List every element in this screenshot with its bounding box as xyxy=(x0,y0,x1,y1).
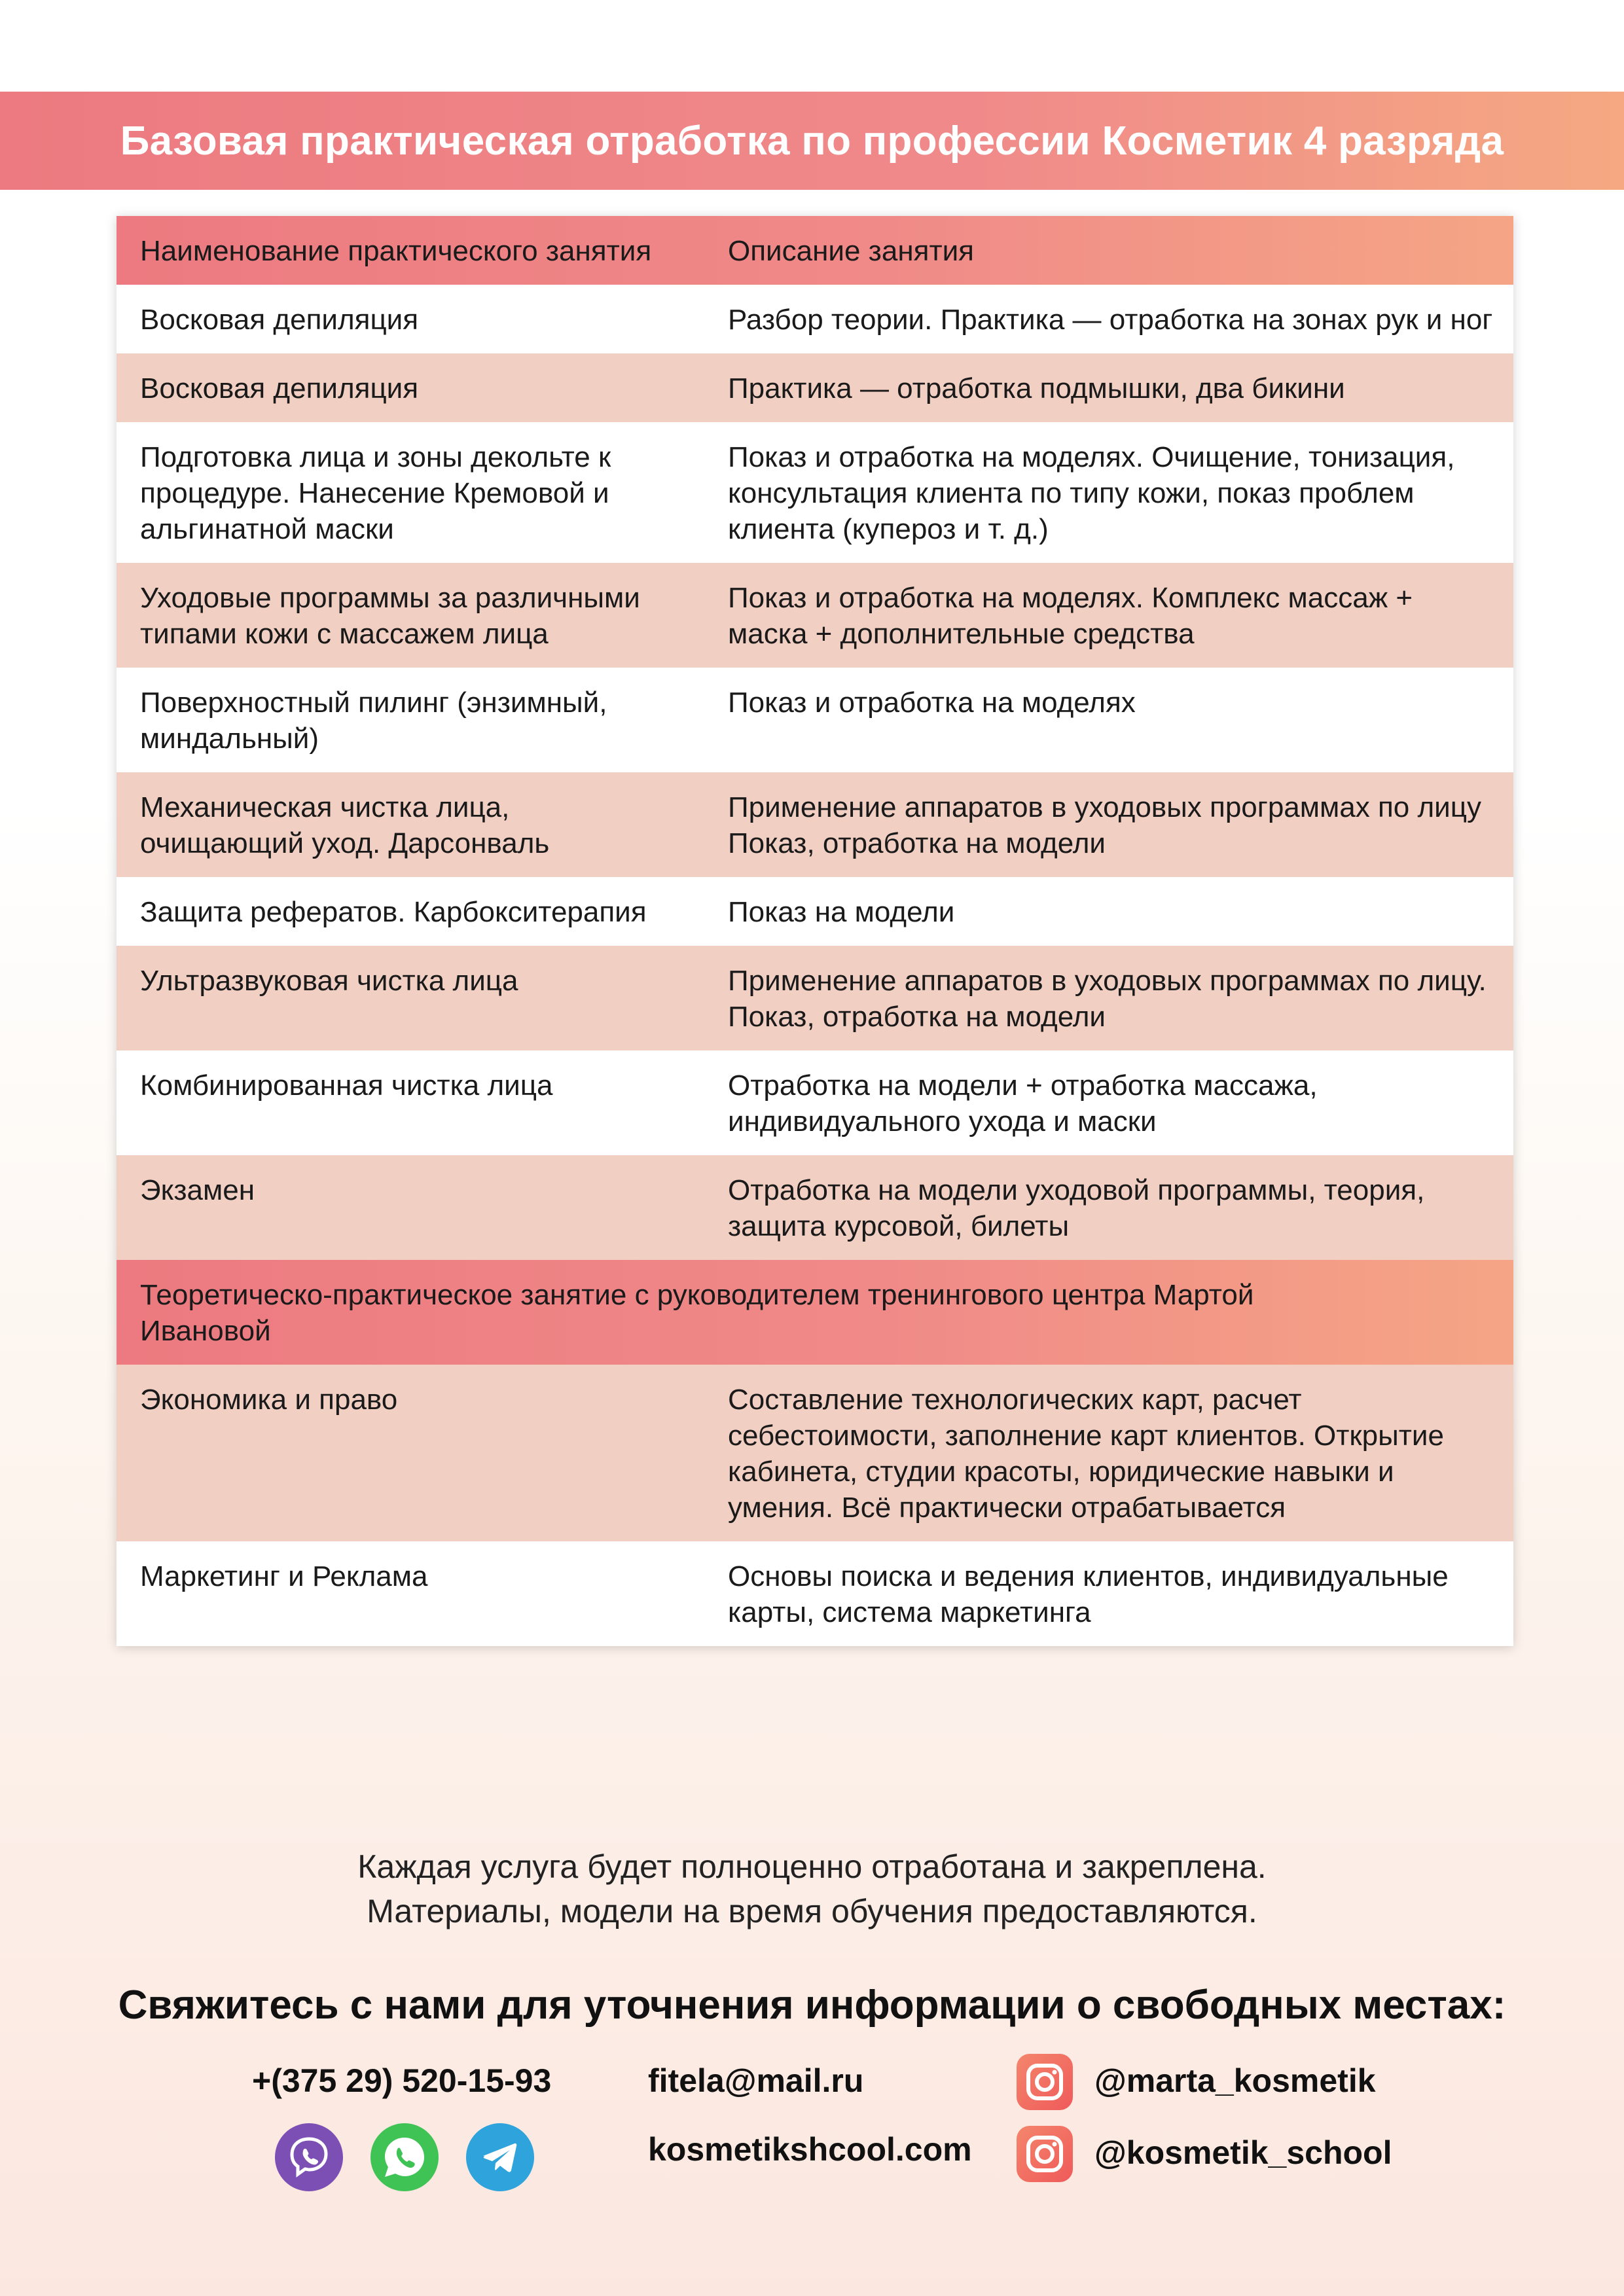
description-line: Практика — отработка подмышки, два бикини xyxy=(728,372,1345,404)
table-row xyxy=(117,422,1513,563)
session-description-cell xyxy=(704,1050,1513,1155)
session-description-cell xyxy=(704,1155,1513,1260)
description-line: Отработка на модели уходовой программы, теория, защита курсовой, билеты xyxy=(728,1174,1425,1242)
session-description-cell xyxy=(704,946,1513,1050)
session-name-cell: Механическая чистка лица, очищающий уход. Дарсонваль xyxy=(140,791,550,859)
table-row xyxy=(117,563,1513,668)
note-line-2: Материалы, модели на время обучения предоставляются. xyxy=(367,1893,1257,1929)
note-line-1: Каждая услуга будет полноценно отработана и закреплена. xyxy=(357,1848,1267,1885)
session-description-cell xyxy=(704,353,1513,422)
session-description-cell xyxy=(704,772,1513,877)
session-description-cell xyxy=(704,422,1513,563)
email-link[interactable]: fitela@mail.ru xyxy=(648,2062,864,2099)
instagram-handle-2[interactable]: @kosmetik_school xyxy=(1094,2134,1392,2171)
description-line: Применение аппаратов в уходовых программах по лицу xyxy=(728,791,1481,823)
whatsapp-icon[interactable] xyxy=(370,2123,439,2191)
session-description-cell xyxy=(704,1541,1513,1646)
session-description-cell xyxy=(704,877,1513,946)
table-row xyxy=(117,353,1513,422)
session-description-cell xyxy=(704,285,1513,353)
session-description-cell xyxy=(704,1365,1513,1541)
table-row xyxy=(117,1050,1513,1155)
instagram-icon[interactable] xyxy=(1017,2126,1073,2182)
table-row xyxy=(117,285,1513,353)
session-name-cell: Экономика и право xyxy=(140,1384,398,1416)
table-row xyxy=(117,946,1513,1050)
table-row xyxy=(117,1155,1513,1260)
table-header-row xyxy=(117,216,1513,285)
website-link[interactable]: kosmetikshcool.com xyxy=(648,2131,972,2168)
description-line: Составление технологических карт, расчет себестоимости, заполнение карт клиентов. Открытие кабинета, студии красоты, юридические навыки и умения. Всё практически отрабатывается xyxy=(728,1384,1444,1524)
phone-number[interactable]: +(375 29) 520-15-93 xyxy=(252,2062,552,2099)
description-line: Основы поиска и ведения клиентов, индивидуальные карты, система маркетинга xyxy=(728,1560,1449,1628)
session-name-cell: Поверхностный пилинг (энзимный, миндальный) xyxy=(140,687,607,755)
session-name-cell: Защита рефератов. Карбокситерапия xyxy=(140,896,647,928)
schedule-table xyxy=(117,216,1513,1646)
telegram-icon[interactable] xyxy=(466,2123,534,2191)
session-description-cell xyxy=(704,563,1513,668)
description-line: Показ и отработка на моделях. Очищение, тонизация, консультация клиента по типу кожи, показ проблем клиента (купероз и т. д.) xyxy=(728,441,1455,545)
viber-icon[interactable] xyxy=(275,2123,343,2191)
page-title: Базовая практическая отработка по профессии Косметик 4 разряда xyxy=(120,118,1504,164)
info-note xyxy=(0,1844,1624,1933)
session-name-cell: Уходовые программы за различными типами кожи с массажем лица xyxy=(140,582,640,650)
session-name-cell: Подготовка лица и зоны декольте к процедуре. Нанесение Кремовой и альгинатной маски xyxy=(140,441,611,545)
section-banner-text: Теоретическо-практическое занятие с руководителем тренингового центра Мартой Ивановой xyxy=(140,1279,1254,1347)
header-col-name: Наименование практического занятия xyxy=(140,235,652,267)
session-name-cell: Восковая депиляция xyxy=(140,372,419,404)
table-row xyxy=(117,1541,1513,1646)
session-name-cell: Ультразвуковая чистка лица xyxy=(140,965,518,997)
session-name-cell: Восковая депиляция xyxy=(140,304,419,336)
instagram-icon[interactable] xyxy=(1017,2054,1073,2110)
session-description-cell xyxy=(704,668,1513,772)
description-line: Показ и отработка на моделях xyxy=(728,687,1136,719)
table-row xyxy=(117,1365,1513,1541)
section-banner-row xyxy=(117,1260,1513,1365)
header-col-description: Описание занятия xyxy=(728,235,974,267)
description-line: Показ и отработка на моделях. Комплекс массаж + маска + дополнительные средства xyxy=(728,582,1413,650)
description-line: Показ, отработка на модели xyxy=(728,827,1106,859)
description-line: Разбор теории. Практика — отработка на зонах рук и ног xyxy=(728,304,1493,336)
session-name-cell: Комбинированная чистка лица xyxy=(140,1069,553,1102)
session-name-cell: Маркетинг и Реклама xyxy=(140,1560,428,1592)
contacts-title: Свяжитесь с нами для уточнения информации о свободных местах: xyxy=(118,1982,1506,2028)
description-line: Отработка на модели + отработка массажа, индивидуального ухода и маски xyxy=(728,1069,1318,1138)
table-row xyxy=(117,877,1513,946)
session-name-cell: Экзамен xyxy=(140,1174,255,1206)
description-line: Применение аппаратов в уходовых программах по лицу. Показ, отработка на модели xyxy=(728,965,1487,1033)
title-banner xyxy=(0,92,1624,190)
table-row xyxy=(117,668,1513,772)
instagram-handle-1[interactable]: @marta_kosmetik xyxy=(1094,2062,1376,2099)
table-row xyxy=(117,772,1513,877)
description-line: Показ на модели xyxy=(728,896,955,928)
